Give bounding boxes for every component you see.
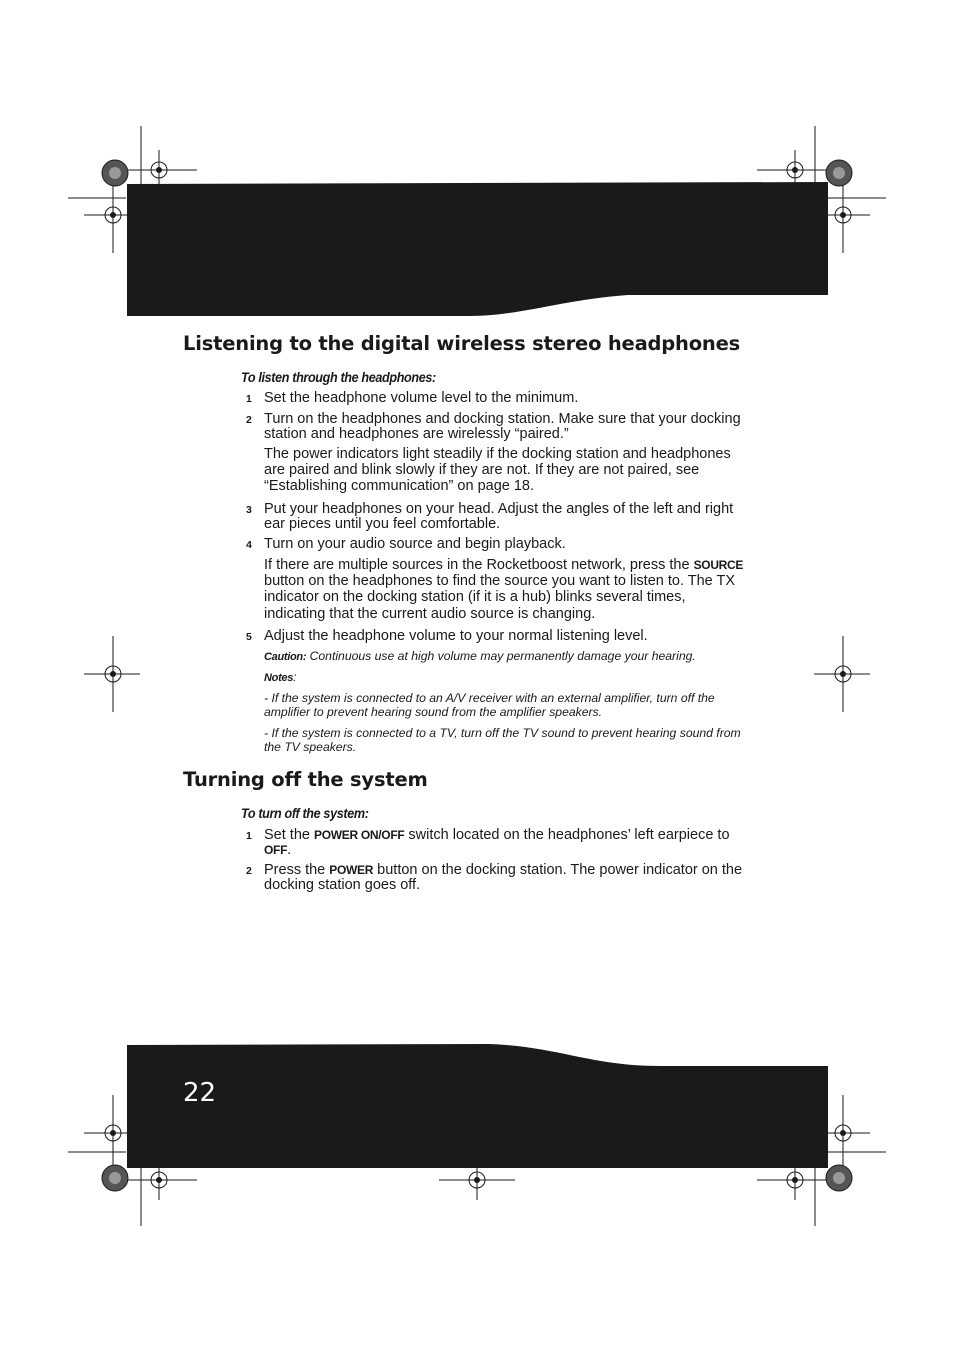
procedure-title-listen: To listen through the headphones: [241, 369, 436, 385]
step-text: Adjust the headphone volume to your normal listening level. [264, 628, 648, 644]
paired-explanation: The power indicators light steadily if the docking station and headphones are paired and blink slowly if they are not. If they are not paired, see “Establishing communication” on page 18. [264, 446, 731, 495]
para-text: button on the headphones to find the source you want to listen to. The TX indicator on the docking station (if it is a hub) blinks several times, indicating that the current audio source is changing. [264, 573, 736, 622]
step-number: 1 [246, 830, 252, 842]
section-heading-listening: Listening to the digital wireless stereo headphones [183, 332, 741, 355]
footer-band [127, 1044, 828, 1168]
step-number: 3 [246, 504, 252, 516]
step-text: Put your headphones on your head. Adjust the angles of the left and right ear pieces until you feel comfortable. [264, 501, 734, 532]
notes-heading [264, 670, 746, 685]
text-fragment: button on the docking station. The power indicator on the docking station goes off. [264, 862, 743, 893]
caution-label: Caution: [264, 651, 307, 663]
step-text: Set the headphone volume level to the minimum. [264, 390, 579, 406]
step-text: Turn on the headphones and docking station. Make sure that your docking station and headphones are wirelessly “paired.” [264, 411, 741, 442]
power-keyword: POWER [329, 863, 374, 877]
note-receiver: - If the system is connected to an A/V receiver with an external amplifier, turn off the amplifier to prevent hearing sound from the amplifier speakers. [264, 691, 715, 720]
notes-colon: : [293, 670, 297, 684]
procedure-title-turn-off: To turn off the system: [241, 805, 369, 821]
step-number: 1 [246, 393, 252, 405]
text-fragment: Press the [264, 862, 326, 878]
source-keyword: SOURCE [693, 558, 744, 572]
header-band [127, 182, 828, 316]
text-fragment: Set the [264, 827, 310, 843]
step-text: Turn on your audio source and begin playback. [264, 536, 566, 552]
section-heading-turning-off: Turning off the system [183, 768, 428, 791]
off-keyword: OFF [264, 842, 288, 857]
caution-note [264, 649, 746, 664]
multiple-sources-paragraph [264, 557, 744, 622]
page-number: 22 [183, 1078, 217, 1108]
step-number: 4 [246, 539, 252, 551]
step-number: 2 [246, 865, 252, 877]
caution-text: Continuous use at high volume may permanently damage your hearing. [309, 649, 696, 663]
step-number: 5 [246, 631, 252, 643]
notes-label: Notes [264, 672, 294, 684]
power-on-off-keyword: POWER ON/OFF [313, 828, 405, 842]
text-fragment: switch located on the headphones’ left earpiece to [408, 827, 730, 843]
text-fragment: . [287, 841, 292, 858]
step-text [264, 863, 744, 892]
step-text [264, 828, 744, 857]
note-tv: - If the system is connected to a TV, turn off the TV sound to prevent hearing sound from the TV speakers. [264, 726, 741, 755]
para-text: If there are multiple sources in the Rocketboost network, press the [264, 557, 690, 573]
step-number: 2 [246, 414, 252, 426]
